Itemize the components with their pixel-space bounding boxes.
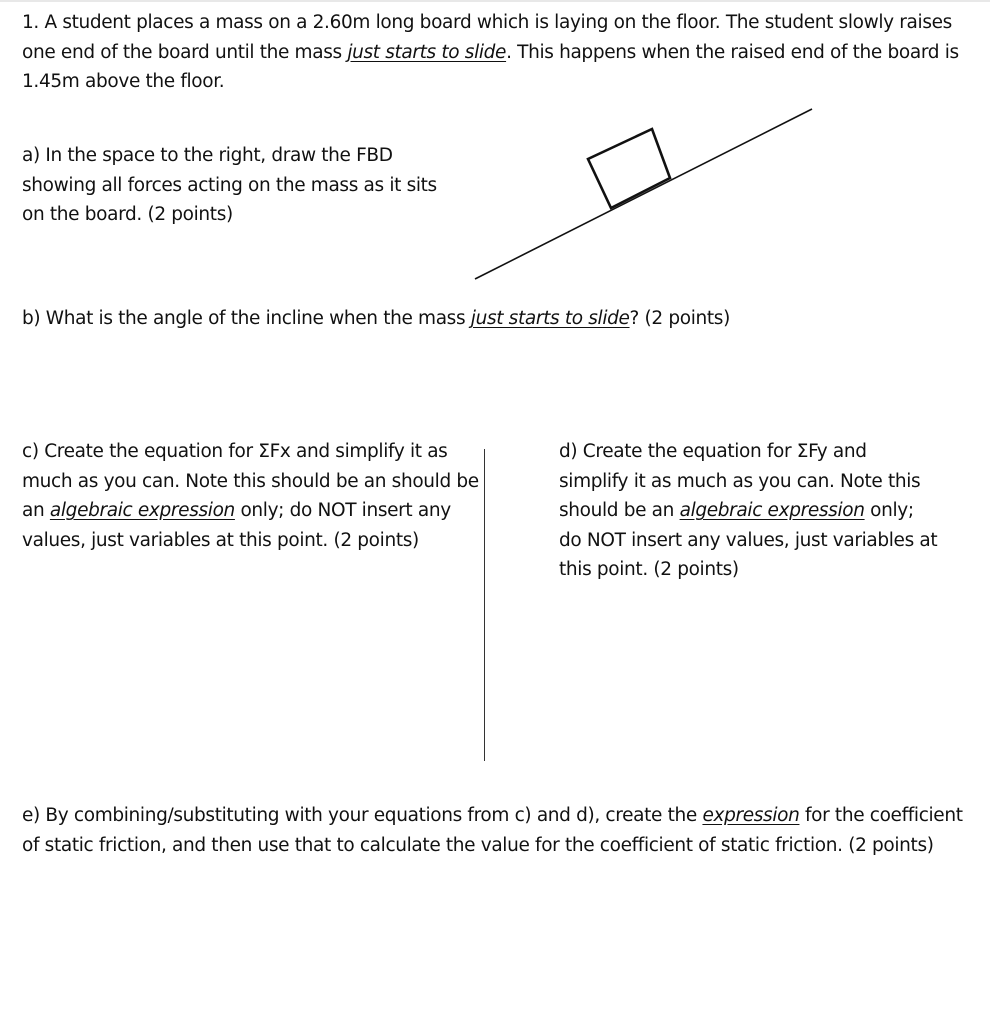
- column-divider: [484, 449, 485, 761]
- question-1-text: 1. A student places a mass on a 2.60m long board which is laying on the floor. The student slowly raises one end of the board until the mass: [22, 12, 952, 63]
- part-e-prompt: [22, 801, 967, 860]
- part-d-prompt: [559, 437, 939, 585]
- mass-block: [588, 129, 670, 208]
- part-b-text-end: ? (2 points): [629, 308, 730, 329]
- part-a-text: a) In the space to the right, draw the FBD showing all forces acting on the mass as it sits on the board. (2 points): [22, 145, 437, 225]
- top-rule: [0, 0, 990, 2]
- part-d-text-end: only; do NOT insert any values, just variables at this point. (2 points): [559, 500, 938, 580]
- part-e-text-end: for the coefficient of static friction, and then use that to calculate the value for the coefficient of static friction. (2 points): [22, 805, 963, 856]
- question-1-emphasis: just starts to slide: [347, 41, 507, 63]
- part-b-text: b) What is the angle of the incline when the mass: [22, 308, 471, 329]
- part-c-emphasis: algebraic expression: [49, 500, 235, 521]
- part-c-prompt: [22, 437, 482, 555]
- question-1-text-end: . This happens when the raised end of the board is 1.45m above the floor.: [22, 41, 959, 92]
- question-1-prompt: [22, 8, 967, 97]
- incline-diagram: [460, 100, 830, 290]
- part-e-emphasis: expression: [702, 805, 800, 826]
- part-d-text: d) Create the equation for ΣFy and simplify it as much as you can. Note this should be an: [559, 441, 921, 521]
- part-d-emphasis: algebraic expression: [679, 500, 865, 521]
- part-c-text-end: only; do NOT insert any values, just variables at this point. (2 points): [22, 500, 451, 551]
- part-b-emphasis: just starts to slide: [470, 308, 630, 329]
- part-e-text: e) By combining/substituting with your equations from c) and d), create the: [22, 805, 703, 826]
- part-c-text: c) Create the equation for ΣFx and simplify it as much as you can. Note this should be an should be an: [22, 441, 479, 521]
- part-a-prompt: [22, 141, 442, 230]
- part-b-prompt: [22, 304, 967, 334]
